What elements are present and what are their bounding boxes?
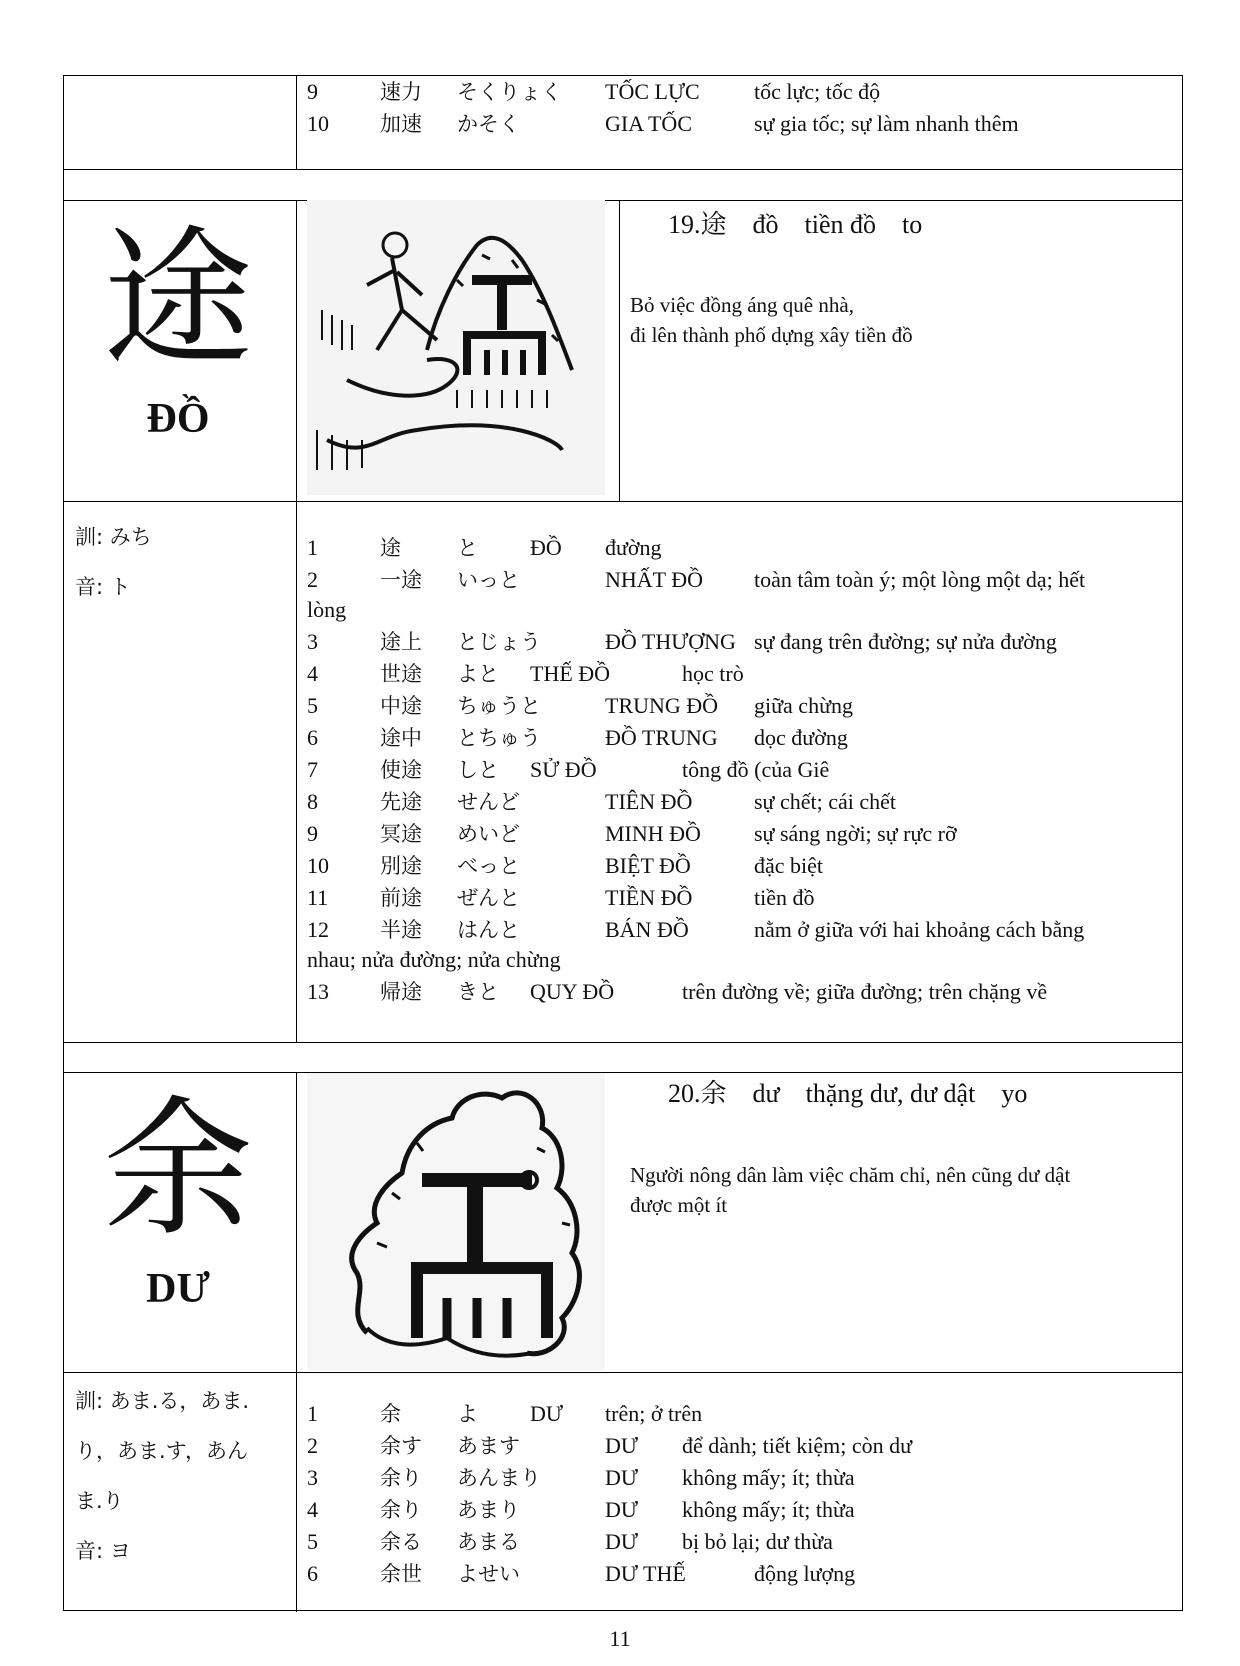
vocab-cell: sự đang trên đường; sự nửa đường bbox=[754, 629, 1057, 654]
row-divider bbox=[64, 200, 1182, 201]
vocab-cell: để dành; tiết kiệm; còn dư bbox=[682, 1433, 913, 1458]
on-reading: 音: ト bbox=[75, 575, 131, 599]
vocab-cell: ぜんと bbox=[457, 886, 520, 910]
vocab-cell: đi lên thành phố dựng xây tiền đồ bbox=[630, 323, 913, 347]
vocab-cell: 途 bbox=[380, 536, 401, 560]
vocab-cell: 6 bbox=[307, 725, 318, 750]
vocab-cell: 速力 bbox=[380, 80, 422, 104]
kanji-readings bbox=[75, 1376, 285, 1576]
col-divider bbox=[296, 200, 297, 1042]
vocab-cell: そくりょく bbox=[457, 80, 562, 104]
mnemonic-text bbox=[630, 1160, 1160, 1220]
vocab-cell: 9 bbox=[307, 821, 318, 846]
vocab-cell: nhau; nửa đường; nửa chừng bbox=[307, 947, 561, 972]
vocab-cell: 5 bbox=[307, 693, 318, 718]
kun-reading: 訓: みち bbox=[75, 525, 152, 549]
vocab-cell: 10 bbox=[307, 853, 329, 878]
vocab-cell: TRUNG ĐỒ bbox=[605, 693, 719, 718]
kanji-title bbox=[668, 1073, 1053, 1110]
vocab-cell: 余す bbox=[380, 1434, 422, 1458]
vocab-cell: sự chết; cái chết bbox=[754, 789, 897, 814]
vocab-cell: Người nông dân làm việc chăm chỉ, nên cũng dư dật bbox=[630, 1163, 1071, 1187]
mnemonic-illustration bbox=[307, 1073, 605, 1371]
vocab-cell: đặc biệt bbox=[754, 853, 824, 878]
col-divider bbox=[296, 76, 297, 169]
kanji-title bbox=[668, 204, 948, 241]
col-divider bbox=[296, 1072, 297, 1612]
vocab-cell: かそく bbox=[457, 112, 520, 136]
kanji-character: 余 bbox=[102, 1083, 253, 1257]
vocab-cell: 12 bbox=[307, 917, 329, 942]
vocab-cell: DƯ THẾ bbox=[605, 1561, 686, 1586]
row-divider bbox=[64, 169, 1182, 170]
vocab-cell: 余り bbox=[380, 1466, 422, 1490]
kun-reading: ま.り bbox=[75, 1489, 124, 1513]
kanji-readings bbox=[75, 512, 285, 612]
vocab-cell: とちゅう bbox=[457, 726, 541, 750]
vocab-cell: せんど bbox=[457, 790, 520, 814]
vocab-cell: được một ít bbox=[630, 1193, 728, 1217]
kanji-character: 途 bbox=[102, 213, 253, 387]
vocab-cell: 4 bbox=[307, 1497, 318, 1522]
vocab-cell: TIỀN ĐỒ bbox=[605, 885, 693, 910]
vocab-cell: dọc đường bbox=[754, 725, 848, 750]
vocab-cell: 余る bbox=[380, 1530, 422, 1554]
vocab-cell: よと bbox=[457, 662, 499, 686]
vocab-cell: 2 bbox=[307, 567, 318, 592]
vocab-cell: không mấy; ít; thừa bbox=[682, 1497, 855, 1522]
kanji-hanviet: DƯ bbox=[146, 1266, 210, 1312]
row-divider bbox=[64, 501, 1182, 502]
vocab-cell: giữa chừng bbox=[754, 693, 853, 718]
vocab-cell: không mấy; ít; thừa bbox=[682, 1465, 855, 1490]
vocab-cell: 3 bbox=[307, 1465, 318, 1490]
vocab-cell: あまり bbox=[457, 1498, 520, 1522]
vocab-cell: động lượng bbox=[754, 1561, 856, 1586]
vocab-cell: あまる bbox=[457, 1530, 520, 1554]
vocab-cell: よせい bbox=[457, 1562, 520, 1586]
vocab-cell: 8 bbox=[307, 789, 318, 814]
on-reading: 音: ヨ bbox=[75, 1539, 131, 1563]
vocab-cell: TIÊN ĐỒ bbox=[605, 789, 693, 814]
vocab-cell: tông đồ (của Giê bbox=[682, 757, 830, 782]
vocab-cell: DƯ bbox=[605, 1529, 638, 1554]
vocab-cell: đồ bbox=[752, 210, 779, 239]
vocab-cell: 中途 bbox=[380, 694, 422, 718]
vocab-cell: DƯ bbox=[530, 1401, 563, 1426]
vocab-cell: あんまり bbox=[457, 1466, 541, 1490]
vocab-cell: đường bbox=[605, 535, 662, 560]
vocab-cell: 11 bbox=[307, 885, 329, 910]
vocab-cell: ĐỒ TRUNG bbox=[605, 725, 718, 750]
vocab-cell: 10 bbox=[307, 111, 329, 136]
mnemonic-illustration bbox=[307, 200, 605, 495]
vocab-cell: 余 bbox=[380, 1402, 401, 1426]
vocab-cell: 2 bbox=[307, 1433, 318, 1458]
vocab-cell: nằm ở giữa với hai khoảng cách bằng bbox=[754, 917, 1085, 942]
vocab-cell: yo bbox=[1001, 1079, 1028, 1108]
vocab-cell: DƯ bbox=[605, 1433, 638, 1458]
vocab-cell: DƯ bbox=[605, 1497, 638, 1522]
vocab-cell: trên; ở trên bbox=[605, 1401, 703, 1426]
vocab-cell: 冥途 bbox=[380, 822, 422, 846]
vocab-cell: QUY ĐỒ bbox=[530, 979, 615, 1004]
vocab-cell: 1 bbox=[307, 1401, 318, 1426]
vocab-cell: TỐC LỰC bbox=[605, 79, 700, 104]
vocab-cell: よ bbox=[457, 1402, 478, 1426]
vocab-cell: SỬ ĐỒ bbox=[530, 757, 597, 782]
row-divider bbox=[64, 1372, 1182, 1373]
vocab-cell: あます bbox=[457, 1434, 520, 1458]
vocab-cell: 余世 bbox=[380, 1562, 422, 1586]
vocab-cell: しと bbox=[457, 758, 499, 782]
vocab-cell: 一途 bbox=[380, 568, 422, 592]
vocab-cell: trên đường về; giữa đường; trên chặng về bbox=[682, 979, 1048, 1004]
vocab-cell: 5 bbox=[307, 1529, 318, 1554]
mnemonic-text bbox=[630, 290, 1160, 350]
vocab-cell: tốc lực; tốc độ bbox=[754, 79, 881, 104]
vocab-cell: Bỏ việc đồng áng quê nhà, bbox=[630, 293, 854, 317]
vocab-cell: MINH ĐỒ bbox=[605, 821, 701, 846]
col-divider bbox=[619, 200, 620, 501]
vocab-cell: べっと bbox=[457, 854, 520, 878]
vocab-cell: 19.途 bbox=[668, 210, 727, 239]
vocab-cell: 加速 bbox=[380, 112, 422, 136]
vocab-cell: dư bbox=[752, 1079, 780, 1108]
vocab-cell: めいど bbox=[457, 822, 520, 846]
vocab-cell: 先途 bbox=[380, 790, 422, 814]
vocab-cell: 1 bbox=[307, 535, 318, 560]
vocab-cell: GIA TỐC bbox=[605, 111, 692, 136]
vocab-cell: THẾ ĐỒ bbox=[530, 661, 611, 686]
vocab-cell: BÁN ĐỒ bbox=[605, 917, 689, 942]
vocab-cell: DƯ bbox=[605, 1465, 638, 1490]
vocab-cell: toàn tâm toàn ý; một lòng một dạ; hết bbox=[754, 567, 1086, 592]
vocab-cell: 3 bbox=[307, 629, 318, 654]
vocab-cell: 途中 bbox=[380, 726, 422, 750]
kanji-hanviet: ĐỒ bbox=[146, 396, 210, 442]
vocab-cell: 7 bbox=[307, 757, 318, 782]
kun-reading: 訓: あま.る，あま. bbox=[75, 1389, 250, 1413]
vocab-cell: sự gia tốc; sự làm nhanh thêm bbox=[754, 111, 1019, 136]
vocab-cell: lòng bbox=[307, 597, 347, 622]
vocab-cell: 20.余 bbox=[668, 1079, 727, 1108]
vocab-cell: 半途 bbox=[380, 918, 422, 942]
vocab-cell: 世途 bbox=[380, 662, 422, 686]
vocab-cell: 途上 bbox=[380, 630, 422, 654]
vocab-cell: ĐỒ THƯỢNG bbox=[605, 629, 736, 654]
vocab-cell: tiền đồ bbox=[754, 885, 815, 910]
vocab-cell: 6 bbox=[307, 1561, 318, 1586]
vocab-cell: tiền đồ bbox=[804, 210, 877, 239]
vocab-cell: 帰途 bbox=[380, 980, 422, 1004]
vocab-cell: ちゅうと bbox=[457, 694, 541, 718]
vocab-cell: BIỆT ĐỒ bbox=[605, 853, 691, 878]
vocab-cell: sự sáng ngời; sự rực rỡ bbox=[754, 821, 957, 846]
vocab-cell: ĐỒ bbox=[530, 535, 562, 560]
vocab-cell: 余り bbox=[380, 1498, 422, 1522]
vocab-cell: to bbox=[902, 210, 923, 239]
vocab-cell: 前途 bbox=[380, 886, 422, 910]
vocab-cell: はんと bbox=[457, 918, 520, 942]
vocab-cell: 使途 bbox=[380, 758, 422, 782]
vocab-cell: 別途 bbox=[380, 854, 422, 878]
vocab-cell: とじょう bbox=[457, 630, 541, 654]
vocab-cell: と bbox=[457, 536, 478, 560]
vocab-cell: 9 bbox=[307, 79, 318, 104]
row-divider bbox=[64, 1042, 1182, 1043]
vocab-cell: thặng dư, dư dật bbox=[805, 1079, 976, 1108]
kun-reading: り，あま.す，あん bbox=[75, 1439, 248, 1463]
vocab-cell: NHẤT ĐỒ bbox=[605, 567, 703, 592]
page-number: 11 bbox=[609, 1626, 631, 1651]
vocab-cell: bị bỏ lại; dư thừa bbox=[682, 1529, 833, 1554]
vocab-cell: いっと bbox=[457, 568, 520, 592]
vocab-cell: học trò bbox=[682, 661, 744, 686]
vocab-cell: きと bbox=[457, 980, 499, 1004]
vocab-cell: 4 bbox=[307, 661, 318, 686]
vocab-cell: 13 bbox=[307, 979, 329, 1004]
